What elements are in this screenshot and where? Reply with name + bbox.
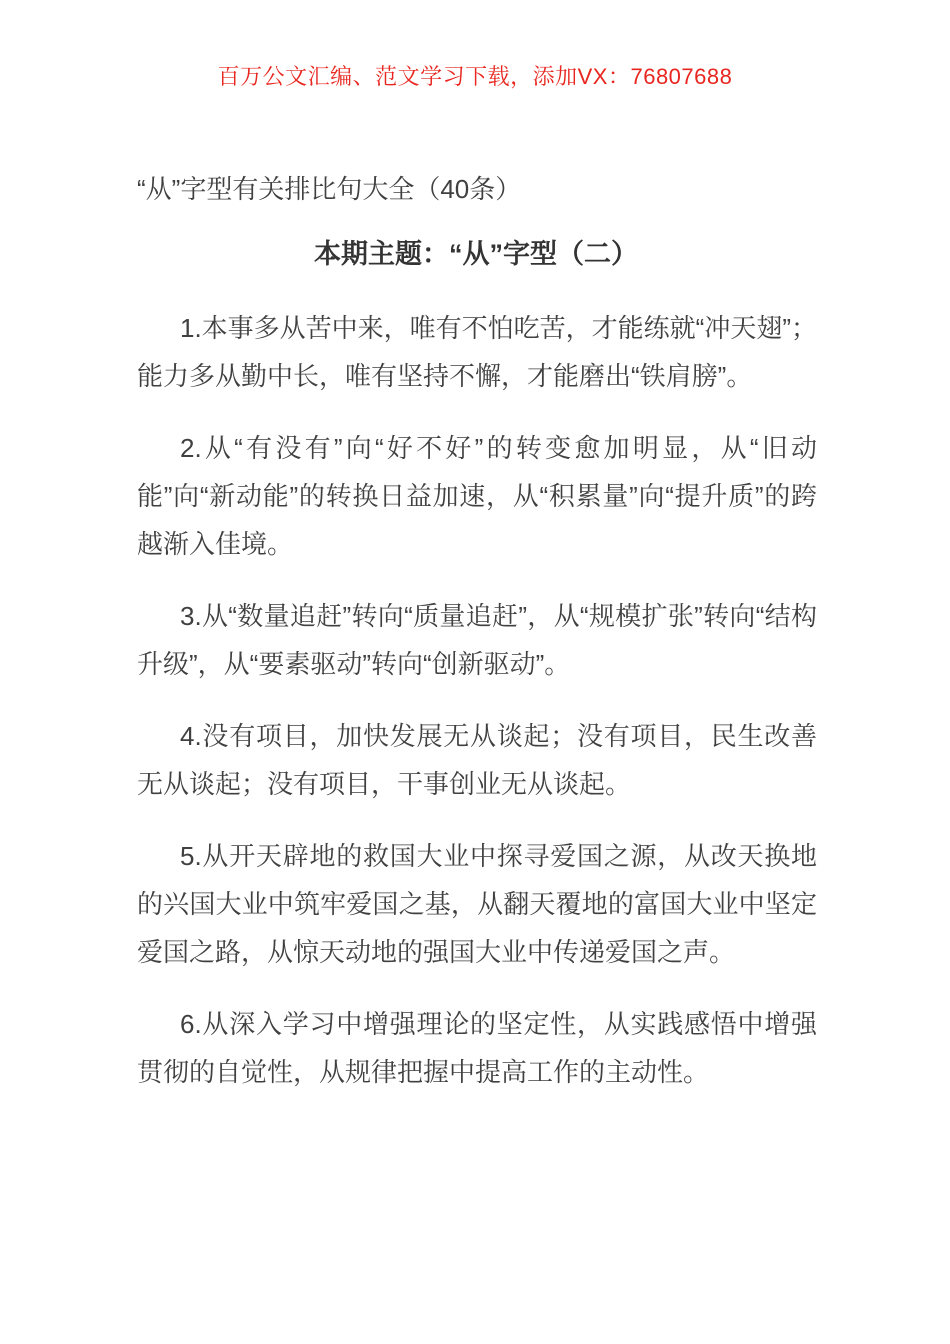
paragraph-5: 5.从开天辟地的救国大业中探寻爱国之源，从改天换地的兴国大业中筑牢爱国之基，从翻天覆地的富国大业中坚定爱国之路，从惊天动地的强国大业中传递爱国之声。	[137, 841, 817, 967]
document-subtitle: 本期主题：“从”字型（二）	[314, 239, 638, 269]
paragraph-3: 3.从“数量追赶”转向“质量追赶”，从“规模扩张”转向“结构升级”，从“要素驱动”转向“创新驱动”。	[137, 601, 817, 679]
document-body	[137, 304, 817, 1096]
document-title: “从”字型有关排比句大全（40条）	[137, 174, 522, 204]
paragraph-2: 2.从“有没有”向“好不好”的转变愈加明显，从“旧动能”向“新动能”的转换日益加速，从“积累量”向“提升质”的跨越渐入佳境。	[137, 433, 817, 559]
paragraph-6: 6.从深入学习中增强理论的坚定性，从实践感悟中增强贯彻的自觉性，从规律把握中提高工作的主动性。	[137, 1009, 817, 1087]
paragraph-1: 1.本事多从苦中来，唯有不怕吃苦，才能练就“冲天翅”；能力多从勤中长，唯有坚持不懈，才能磨出“铁肩膀”。	[137, 313, 818, 391]
paragraph-4: 4.没有项目，加快发展无从谈起；没有项目，民生改善无从谈起；没有项目，干事创业无从谈起。	[137, 721, 817, 799]
promo-text: 百万公文汇编、范文学习下载，添加VX：76807688	[217, 64, 733, 89]
promo-banner	[0, 0, 950, 92]
